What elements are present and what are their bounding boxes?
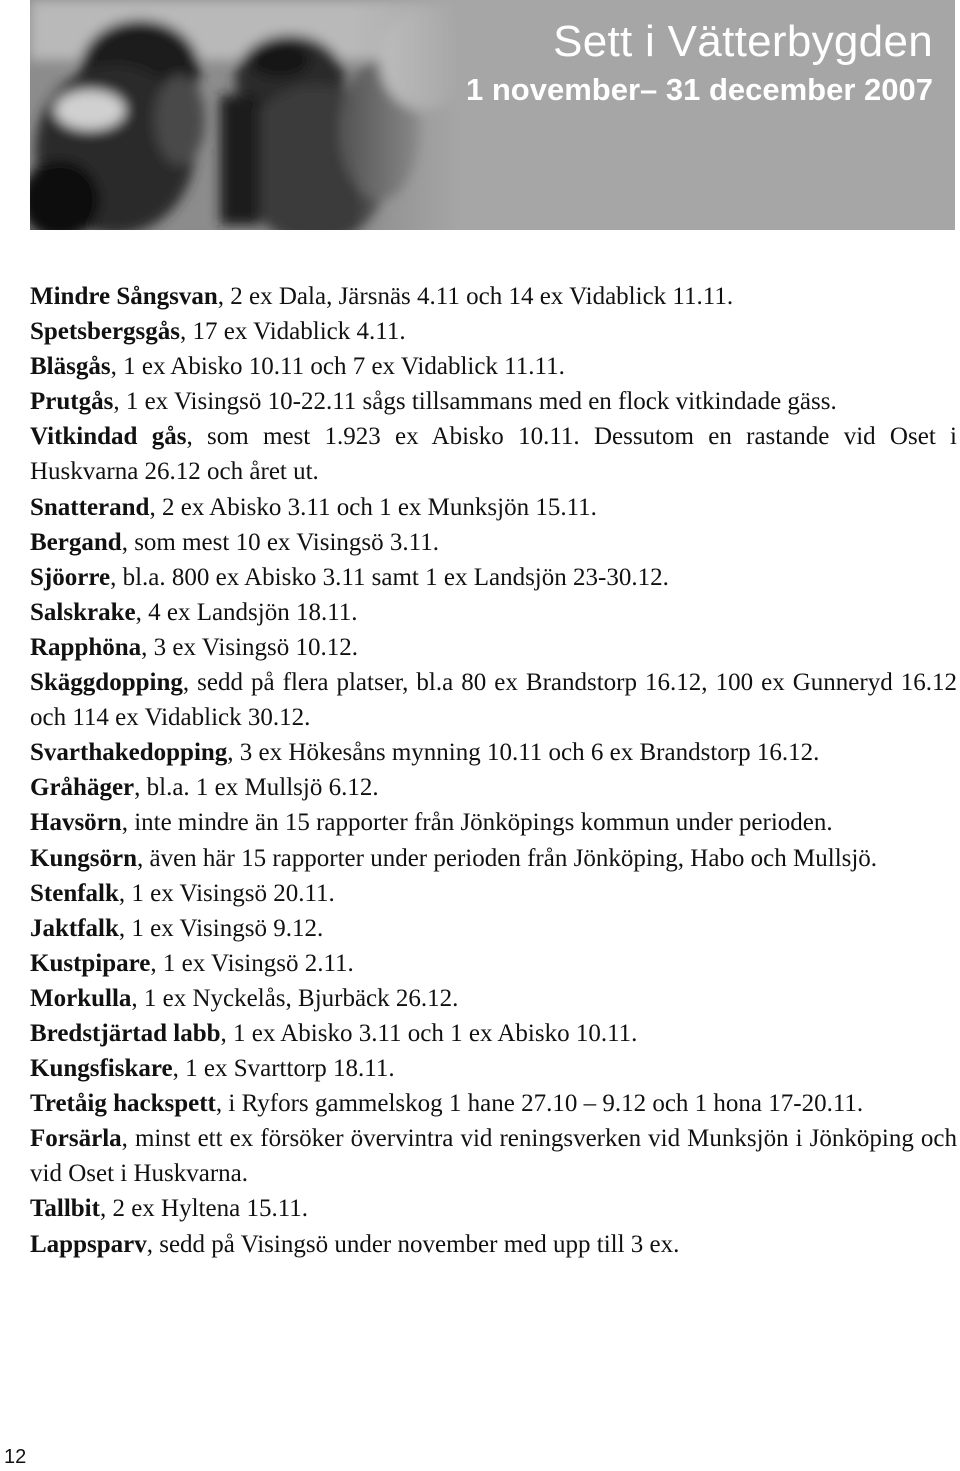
observation-details: , sedd på Visingsö under november med upp till 3 ex. <box>146 1230 680 1258</box>
observation-details: , 4 ex Landsjön 18.11. <box>135 598 358 626</box>
observation-entry <box>30 805 957 840</box>
observation-entry <box>30 314 957 349</box>
species-name: Jaktfalk <box>30 914 119 942</box>
observation-entry <box>30 876 957 911</box>
species-name: Forsärla <box>30 1125 122 1153</box>
species-name: Snatterand <box>30 493 150 521</box>
observation-entry <box>30 560 957 595</box>
observation-entry <box>30 419 957 489</box>
observation-entry <box>30 1191 957 1226</box>
observation-entry <box>30 349 957 384</box>
observation-details: , 2 ex Dala, Järsnäs 4.11 och 14 ex Vidablick 11.11. <box>217 283 734 310</box>
species-name: Bredstjärtad labb <box>30 1019 221 1047</box>
observation-details: , 1 ex Visingsö 10-22.11 sågs tillsammans med en flock vitkindade gäss. <box>113 388 837 416</box>
observation-details: , 3 ex Visingsö 10.12. <box>141 633 358 661</box>
species-name: Kungsörn <box>30 844 137 872</box>
observation-entry <box>30 911 957 946</box>
observation-details: , 1 ex Visingsö 9.12. <box>118 914 324 942</box>
observation-details: , bl.a. 800 ex Abisko 3.11 samt 1 ex Landsjön 23-30.12. <box>110 563 669 591</box>
species-name: Kungsfiskare <box>30 1055 173 1083</box>
species-name: Tretåig hackspett <box>30 1090 216 1118</box>
observation-entry <box>30 1051 957 1086</box>
species-name: Svarthakedopping <box>30 739 228 767</box>
observation-entry <box>30 384 957 419</box>
species-name: Tallbit <box>30 1195 100 1223</box>
observation-details: , 1 ex Abisko 10.11 och 7 ex Vidablick 11.11. <box>110 353 565 381</box>
page-subtitle: 1 november– 31 december 2007 <box>466 72 933 107</box>
observation-entry <box>30 735 957 770</box>
species-name: Sjöorre <box>30 563 111 591</box>
observation-entry <box>30 595 957 630</box>
observation-entry <box>30 1227 957 1262</box>
page-number: 12 <box>4 1446 27 1468</box>
observation-details: , 1 ex Visingsö 2.11. <box>150 949 354 977</box>
observation-entry <box>30 770 957 805</box>
page-title: Sett i Vätterbygden <box>553 17 933 66</box>
species-name: Prutgås <box>30 388 114 416</box>
observation-details: , i Ryfors gammelskog 1 hane 27.10 – 9.12 och 1 hona 17-20.11. <box>215 1090 864 1118</box>
observation-entry <box>30 525 957 560</box>
species-name: Havsörn <box>30 809 122 837</box>
observation-list <box>30 279 957 1262</box>
observation-details: , 1 ex Svarttorp 18.11. <box>172 1055 395 1083</box>
observation-details: , minst ett ex försöker övervintra vid reningsverken vid Munksjön i Jönköping och vid Oset i Huskvarna. <box>30 1125 957 1188</box>
species-name: Rapphöna <box>30 633 142 661</box>
observation-entry <box>30 946 957 981</box>
observation-details: , 2 ex Hyltena 15.11. <box>99 1195 309 1223</box>
observation-entry <box>30 1086 957 1121</box>
observation-entry <box>30 1121 957 1191</box>
birdwatchers-photo <box>30 0 460 230</box>
observation-details: , 1 ex Abisko 3.11 och 1 ex Abisko 10.11. <box>220 1019 638 1047</box>
observation-entry <box>30 630 957 665</box>
title-block <box>466 14 933 110</box>
observation-details: , 17 ex Vidablick 4.11. <box>180 318 406 346</box>
observation-details: , sedd på flera platser, bl.a 80 ex Brandstorp 16.12, 100 ex Gunneryd 16.12 och 114 ex Vidablick 30.12. <box>30 669 957 732</box>
observation-details: , 3 ex Hökesåns mynning 10.11 och 6 ex Brandstorp 16.12. <box>227 739 820 767</box>
species-name: Bergand <box>30 528 122 556</box>
observation-details: , som mest 10 ex Visingsö 3.11. <box>121 528 439 556</box>
header-banner <box>30 0 955 230</box>
observation-details: , bl.a. 1 ex Mullsjö 6.12. <box>134 774 379 802</box>
observation-details: , även här 15 rapporter under perioden från Jönköping, Habo och Mullsjö. <box>136 844 878 872</box>
observation-details: , 1 ex Nyckelås, Bjurbäck 26.12. <box>131 984 459 1012</box>
observation-entry <box>30 665 957 735</box>
observation-entry <box>30 981 957 1016</box>
species-name: Gråhäger <box>30 774 135 802</box>
observation-details: , som mest 1.923 ex Abisko 10.11. Dessutom en rastande vid Oset i Huskvarna 26.12 och året ut. <box>30 423 958 486</box>
species-name: Mindre Sångsvan <box>30 283 218 310</box>
observation-details: , 2 ex Abisko 3.11 och 1 ex Munksjön 15.11. <box>149 493 597 521</box>
species-name: Salskrake <box>30 598 136 626</box>
species-name: Bläsgås <box>30 353 111 381</box>
species-name: Lappsparv <box>30 1230 147 1258</box>
observation-details: , 1 ex Visingsö 20.11. <box>118 879 335 907</box>
observation-entry <box>30 841 957 876</box>
observation-entry <box>30 279 957 314</box>
observation-details: , inte mindre än 15 rapporter från Jönköpings kommun under perioden. <box>121 809 833 837</box>
species-name: Stenfalk <box>30 879 119 907</box>
species-name: Kustpipare <box>30 949 151 977</box>
observation-entry <box>30 490 957 525</box>
species-name: Morkulla <box>30 984 132 1012</box>
species-name: Spetsbergsgås <box>30 318 181 346</box>
species-name: Skäggdopping <box>30 669 183 697</box>
observation-entry <box>30 1016 957 1051</box>
species-name: Vitkindad gås <box>30 423 187 451</box>
header-photo <box>30 0 460 230</box>
